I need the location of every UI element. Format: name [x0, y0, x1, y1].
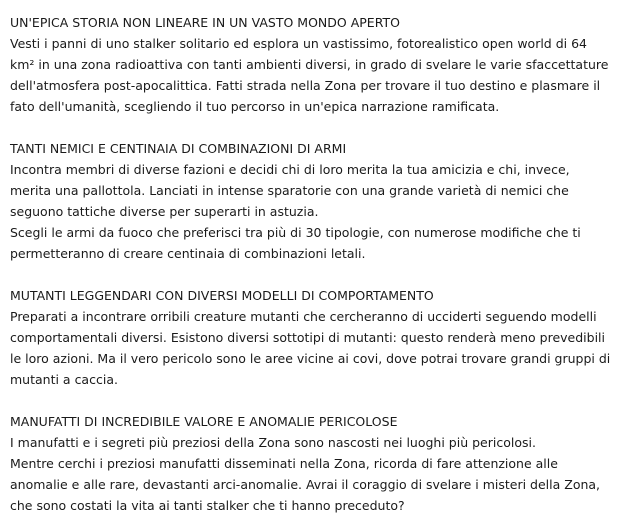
section-heading: MANUFATTI DI INCREDIBILE VALORE E ANOMALIE PERICOLOSE	[10, 414, 398, 429]
section-paragraph: Vesti i panni di uno stalker solitario ed esplora un vastissimo, fotorealistico open world di 64 km² in una zona radioattiva con tanti ambienti diversi, in grado di svelare le varie sfaccettature dell'atmosfera post-apocalittica. Fatti strada nella Zona per trovare il tuo destino e plasmare il fato dell'umanità, scegliendo il tuo percorso in un'epica narrazione ramificata.	[10, 36, 609, 114]
section-mutants	[10, 285, 612, 390]
section-artifacts-anomalies	[10, 411, 612, 516]
section-heading: TANTI NEMICI E CENTINAIA DI COMBINAZIONI DI ARMI	[10, 141, 347, 156]
section-paragraph: I manufatti e i segreti più preziosi della Zona sono nascosti nei luoghi più pericolosi.	[10, 435, 536, 450]
section-paragraph: Mentre cerchi i preziosi manufatti disseminati nella Zona, ricorda di fare attenzione alle anomalie e alle rare, devastanti arci-anomalie. Avrai il coraggio di svelare i misteri della Zona, che sono costati la vita ai tanti stalker che ti hanno preceduto?	[10, 456, 601, 513]
section-paragraph: Incontra membri di diverse fazioni e decidi chi di loro merita la tua amicizia e chi, invece, merita una pallottola. Lanciati in intense sparatorie con una grande varietà di nemici che seguono tattiche diverse per superarti in astuzia.	[10, 162, 570, 219]
section-enemies-weapons	[10, 138, 612, 264]
section-open-world	[10, 12, 612, 117]
section-paragraph: Scegli le armi da fuoco che preferisci tra più di 30 tipologie, con numerose modifiche che ti permetteranno di creare centinaia di combinazioni letali.	[10, 225, 581, 261]
section-heading: MUTANTI LEGGENDARI CON DIVERSI MODELLI DI COMPORTAMENTO	[10, 288, 434, 303]
section-heading: UN'EPICA STORIA NON LINEARE IN UN VASTO MONDO APERTO	[10, 15, 400, 30]
section-paragraph: Preparati a incontrare orribili creature mutanti che cercheranno di ucciderti seguendo modelli comportamentali diversi. Esistono diversi sottotipi di mutanti: questo renderà meno prevedibili le loro azioni. Ma il vero pericolo sono le aree vicine ai covi, dove potrai trovare grandi gruppi di mutanti a caccia.	[10, 309, 611, 387]
